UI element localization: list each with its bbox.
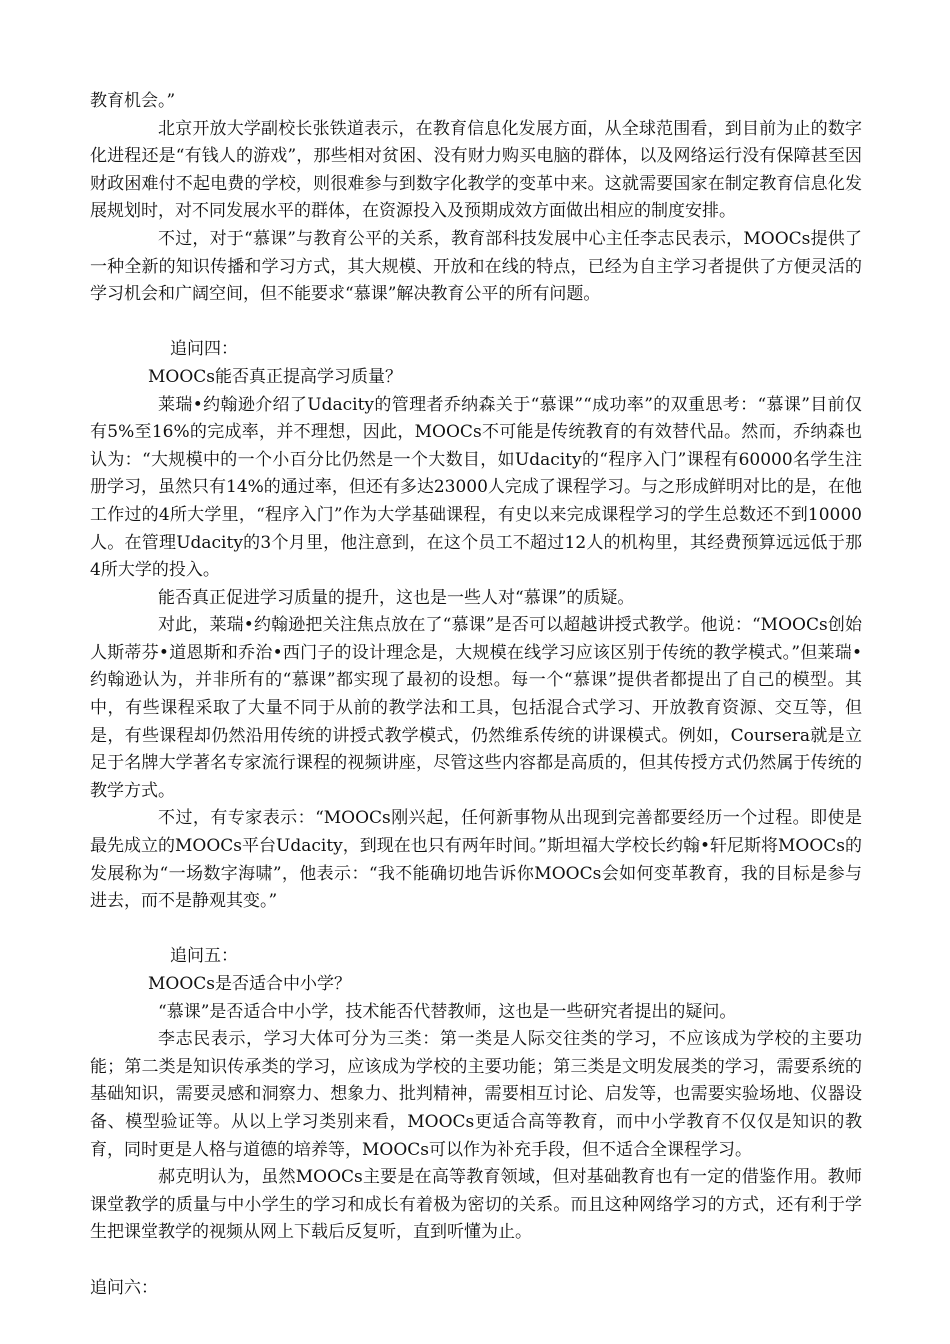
section-heading: 追问五：	[170, 946, 238, 967]
paragraph: “慕课”是否适合中小学，技术能否代替教师，这也是一些研究者提出的疑问。	[158, 1001, 737, 1022]
paragraph: 郝克明认为，虽然MOOCs主要是在高等教育领域，但对基础教育也有一定的借鉴作用。教师课堂教学的质量与中小学生的学习和成长有着极为密切的关系。而且这种网络学习的方式，还有利于学生把课堂教学的视频从网上下载后反复听，直到听懂为止。	[90, 1167, 862, 1243]
section-heading: 追问六：	[90, 1277, 158, 1298]
blank-line	[90, 1247, 862, 1275]
paragraph: 李志民表示，学习大体可分为三类：第一类是人际交往类的学习，不应该成为学校的主要功能；第二类是知识传承类的学习，应该成为学校的主要功能；第三类是文明发展类的学习，需要系统的基础知识，需要灵感和洞察力、想象力、批判精神，需要相互讨论、启发等，也需要实验场地、仪器设备、模型验证等。从以上学习类别来看，MOOCs更适合高等教育，而中小学教育不仅仅是知识的教育，同时更是人格与道德的培养等，MOOCs可以作为补充手段，但不适合全课程学习。	[90, 1029, 862, 1160]
document-page	[90, 88, 862, 1302]
section-heading: 追问四：	[170, 339, 238, 360]
paragraph: 能否真正促进学习质量的提升，这也是一些人对“慕课”的质疑。	[158, 587, 635, 608]
paragraph: 不过，对于“慕课”与教育公平的关系，教育部科技发展中心主任李志民表示，MOOCs提供了一种全新的知识传播和学习方式，其大规模、开放和在线的特点，已经为自主学习者提供了方便灵活的学习机会和广阔空间，但不能要求“慕课”解决教育公平的所有问题。	[90, 228, 862, 305]
paragraph: 莱瑞•约翰逊介绍了Udacity的管理者乔纳森关于“慕课”“成功率”的双重思考：“慕课”目前仅有5%至16%的完成率，并不理想，因此，MOOCs不可能是传统教育的有效替代品。然而，乔纳森也认为：“大规模中的一个小百分比仍然是一个大数目，如Udacity的“程序入门”课程有60000名学生注册学习，虽然只有14%的通过率，但还有多达23000人完成了课程学习。与之形成鲜明对比的是，在他工作过的4所大学里，“程序入门”作为大学基础课程，有史以来完成课程学习的学生总数还不到10000人。在管理Udacity的3个月里，他注意到，在这个员工不超过12人的机构里，其经费预算远远低于那4所大学的投入。	[90, 394, 862, 581]
section-question: MOOCs是否适合中小学？	[148, 974, 352, 994]
paragraph: 北京开放大学副校长张铁道表示，在教育信息化发展方面，从全球范围看，到目前为止的数字化进程还是“有钱人的游戏”，那些相对贫困、没有财力购买电脑的群体，以及网络运行没有保障甚至因财政困难付不起电费的学校，则很难参与到数字化教学的变革中来。这就需要国家在制定教育信息化发展规划时，对不同发展水平的群体，在资源投入及预期成效方面做出相应的制度安排。	[90, 118, 862, 222]
blank-line	[90, 309, 862, 337]
paragraph: 不过，有专家表示：“MOOCs刚兴起，任何新事物从出现到完善都要经历一个过程。即使是最先成立的MOOCs平台Udacity，到现在也只有两年时间。”斯坦福大学校长约翰•轩尼斯将MOOCs的发展称为“一场数字海啸”，他表示：“我不能确切地告诉你MOOCs会如何变革教育，我的目标是参与进去，而不是静观其变。”	[90, 808, 862, 912]
blank-line	[90, 916, 862, 944]
paragraph: 教育机会。”	[90, 91, 176, 111]
section-question: MOOCs能否真正提高学习质量？	[148, 366, 403, 387]
paragraph: 对此，莱瑞•约翰逊把关注焦点放在了“慕课”是否可以超越讲授式教学。他说：“MOOCs创始人斯蒂芬•道恩斯和乔治•西门子的设计理念是，大规模在线学习应该区别于传统的教学模式。”但莱瑞•约翰逊认为，并非所有的“慕课”都实现了最初的设想。每一个“慕课”提供者都提出了自己的模型。其中，有些课程采取了大量不同于从前的教学法和工具，包括混合式学习、开放教育资源、交互等，但是，有些课程却仍然沿用传统的讲授式教学模式，仍然维系传统的讲课模式。例如，Coursera就是立足于名牌大学著名专家流行课程的视频讲座，尽管这些内容都是高质的，但其传授方式仍然属于传统的教学方式。	[90, 615, 862, 801]
